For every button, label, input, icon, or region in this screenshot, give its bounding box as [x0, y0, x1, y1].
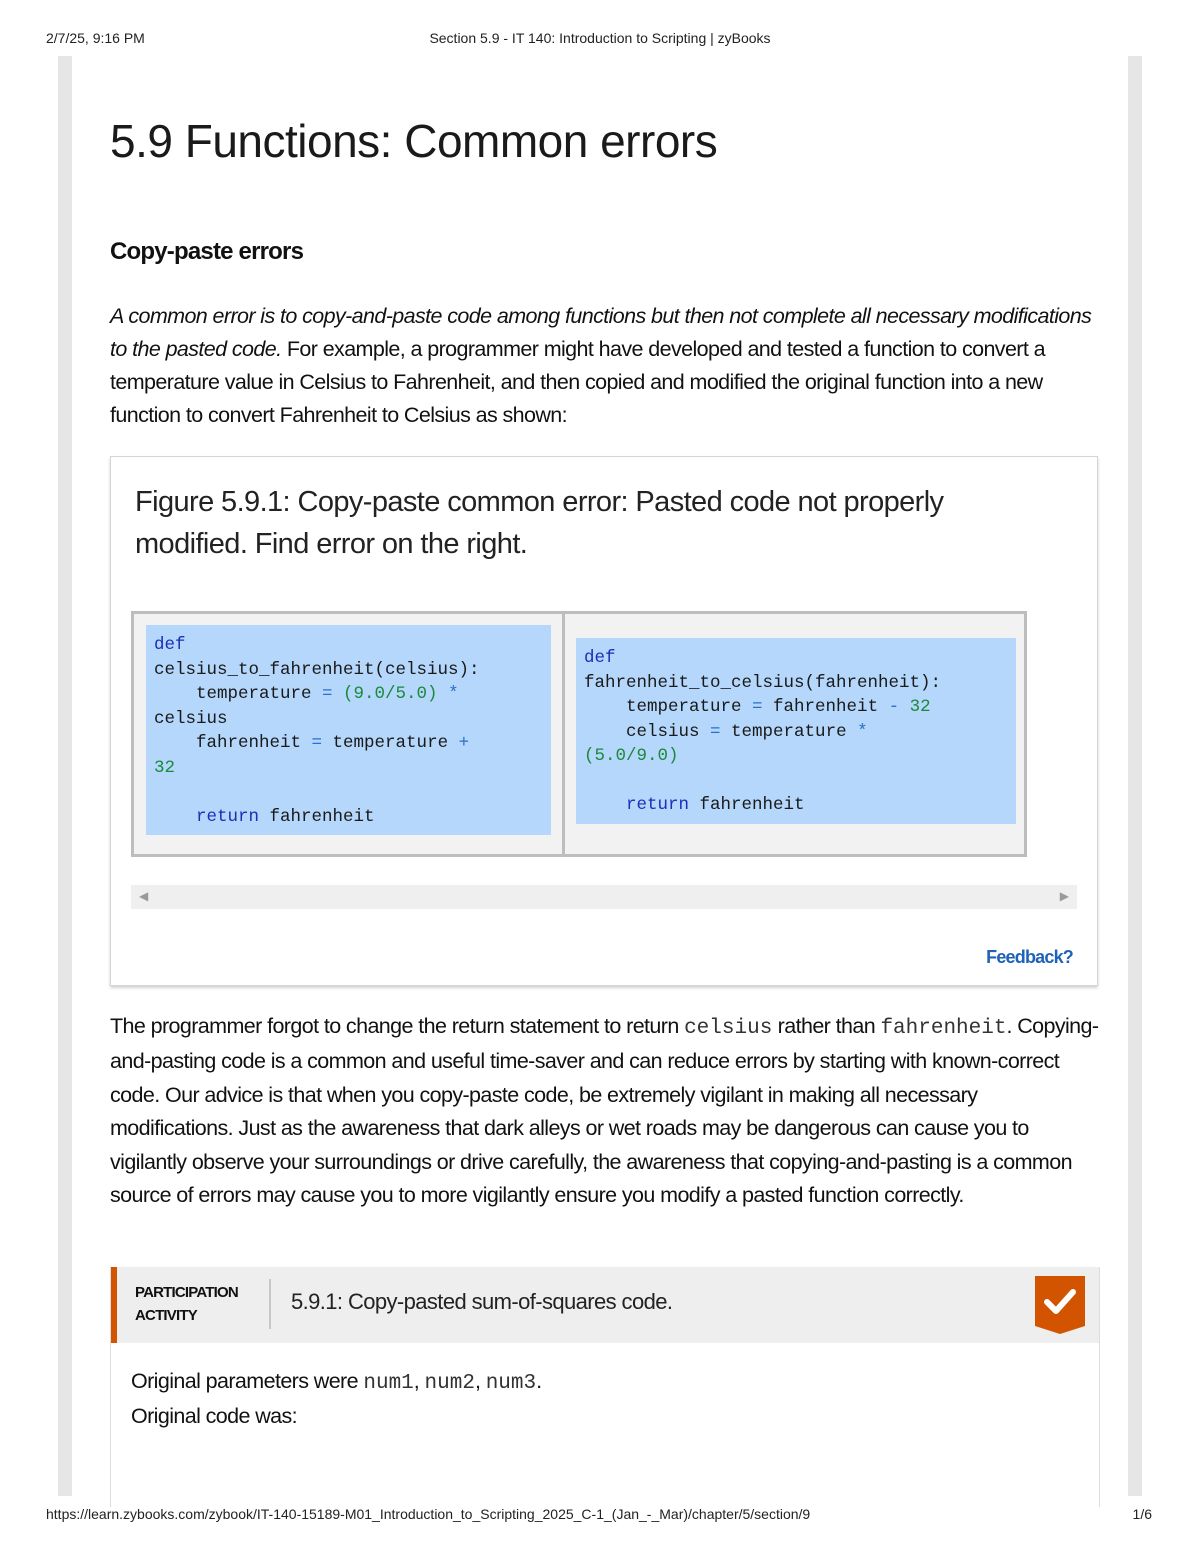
original-code-label: Original code was:: [131, 1404, 298, 1429]
code-text: temperature: [154, 684, 323, 704]
code-operator: *: [448, 684, 459, 704]
participation-body: [131, 1365, 1071, 1434]
intro-paragraph: [110, 300, 1100, 432]
comma: ,: [474, 1369, 486, 1393]
participation-header: [111, 1267, 1099, 1343]
body-text: The programmer forgot to change the return statement to return: [110, 1014, 685, 1038]
code-number: (5.0/9.0): [584, 746, 679, 766]
horizontal-scrollbar[interactable]: [131, 885, 1077, 909]
code-operator: -: [888, 697, 900, 717]
intro-rest: For example, a programmer might have developed and tested a function to convert a temperature value in Celsius to Fahrenheit, and then copied and modified the original function into a new function to convert Fahrenheit to Celsius as shown:: [110, 337, 1045, 427]
print-header: [0, 30, 1200, 50]
code-indent: [584, 795, 626, 815]
scroll-left-icon[interactable]: ◀: [139, 889, 149, 903]
participation-title: 5.9.1: Copy-pasted sum-of-squares code.: [291, 1289, 673, 1314]
code-text: fahrenheit: [762, 697, 889, 717]
params-text: Original parameters were: [131, 1369, 364, 1393]
left-gutter: [58, 56, 72, 1496]
scroll-right-icon[interactable]: ▶: [1059, 889, 1069, 903]
code-text: fahrenheit: [259, 806, 375, 827]
code-operator: =: [311, 733, 323, 753]
print-url: https://learn.zybooks.com/zybook/IT-140-15189-M01_Introduction_to_Scripting_2025_C-1_(Jan_-_Mar)/chapter/5/section/9: [46, 1506, 811, 1522]
code-keyword: return: [626, 795, 690, 815]
code-text: temperature: [322, 733, 459, 753]
page-title: 5.9 Functions: Common errors: [110, 115, 718, 167]
code-text: celsius_to_fahrenheit(celsius):: [154, 659, 480, 680]
code-number: 32: [154, 757, 176, 778]
code-right-fahrenheit-to-celsius: [576, 638, 1016, 824]
explanation-paragraph: [110, 1010, 1100, 1212]
code-keyword: return: [196, 806, 260, 827]
participation-activity: [110, 1267, 1100, 1507]
print-page-title: Section 5.9 - IT 140: Introduction to Scripting | zyBooks: [429, 30, 771, 46]
print-date: 2/7/25, 9:16 PM: [46, 30, 145, 46]
participation-label: [135, 1281, 259, 1327]
code-text: temperature: [720, 721, 858, 742]
inline-code-num3: num3: [485, 1372, 537, 1395]
code-comparison-table: [131, 611, 1027, 857]
code-text: fahrenheit: [689, 795, 805, 815]
code-operator: *: [857, 721, 868, 742]
code-text: celsius: [584, 721, 711, 742]
header-separator: [269, 1279, 271, 1329]
intro-italic: A common error is to copy-and-paste code among functions but then not complete all necessary modifications to the pasted code.: [110, 304, 1092, 361]
comma: ,: [413, 1369, 425, 1393]
feedback-link[interactable]: Feedback?: [986, 947, 1073, 967]
code-number: (9.0/5.0): [332, 684, 449, 704]
body-text: . Copying-and-pasting code is a common and useful time-saver and can reduce errors by starting with known-correct code. Our advice is that when you copy-paste code, be extremely vigilant in making all necessary modifications. Just as the awareness that dark alleys or wet roads may be dangerous can cause you to vigilantly observe your surroundings or drive carefully, the awareness that copying-and-pasting is a common source of errors may cause you to more vigilantly ensure you modify a pasted function correctly.: [110, 1014, 1099, 1208]
participation-label-line2: ACTIVITY: [135, 1307, 197, 1324]
right-gutter: [1128, 56, 1142, 1496]
code-keyword: def: [584, 648, 616, 668]
period: .: [536, 1369, 542, 1393]
code-text: fahrenheit: [154, 733, 312, 753]
code-table-divider: [562, 614, 565, 854]
figure-caption: Figure 5.9.1: Copy-paste common error: Pasted code not properly modified. Find error on the right.: [135, 486, 944, 560]
subheading: Copy-paste errors: [110, 238, 304, 265]
print-footer: [0, 1506, 1200, 1526]
page-number: 1/6: [1132, 1506, 1152, 1522]
code-text: fahrenheit_to_celsius(fahrenheit):: [584, 672, 942, 693]
figure-5-9-1: [110, 456, 1098, 986]
code-operator: +: [458, 733, 470, 753]
completion-check-icon: [1035, 1276, 1085, 1334]
code-operator: =: [752, 697, 763, 717]
code-keyword: def: [154, 635, 186, 655]
code-text: temperature: [584, 697, 753, 717]
inline-code-fahrenheit: fahrenheit: [880, 1017, 1007, 1040]
inline-code-num2: num2: [424, 1372, 475, 1395]
inline-code-celsius: celsius: [684, 1017, 773, 1040]
body-text: rather than: [772, 1014, 881, 1038]
participation-label-line1: PARTICIPATION: [135, 1284, 238, 1301]
code-operator: =: [710, 721, 721, 742]
inline-code-num1: num1: [363, 1372, 414, 1395]
code-number: 32: [899, 697, 931, 717]
code-left-celsius-to-fahrenheit: [146, 625, 551, 835]
code-operator: =: [322, 684, 333, 704]
code-indent: [154, 807, 196, 827]
code-text: celsius: [154, 708, 228, 729]
